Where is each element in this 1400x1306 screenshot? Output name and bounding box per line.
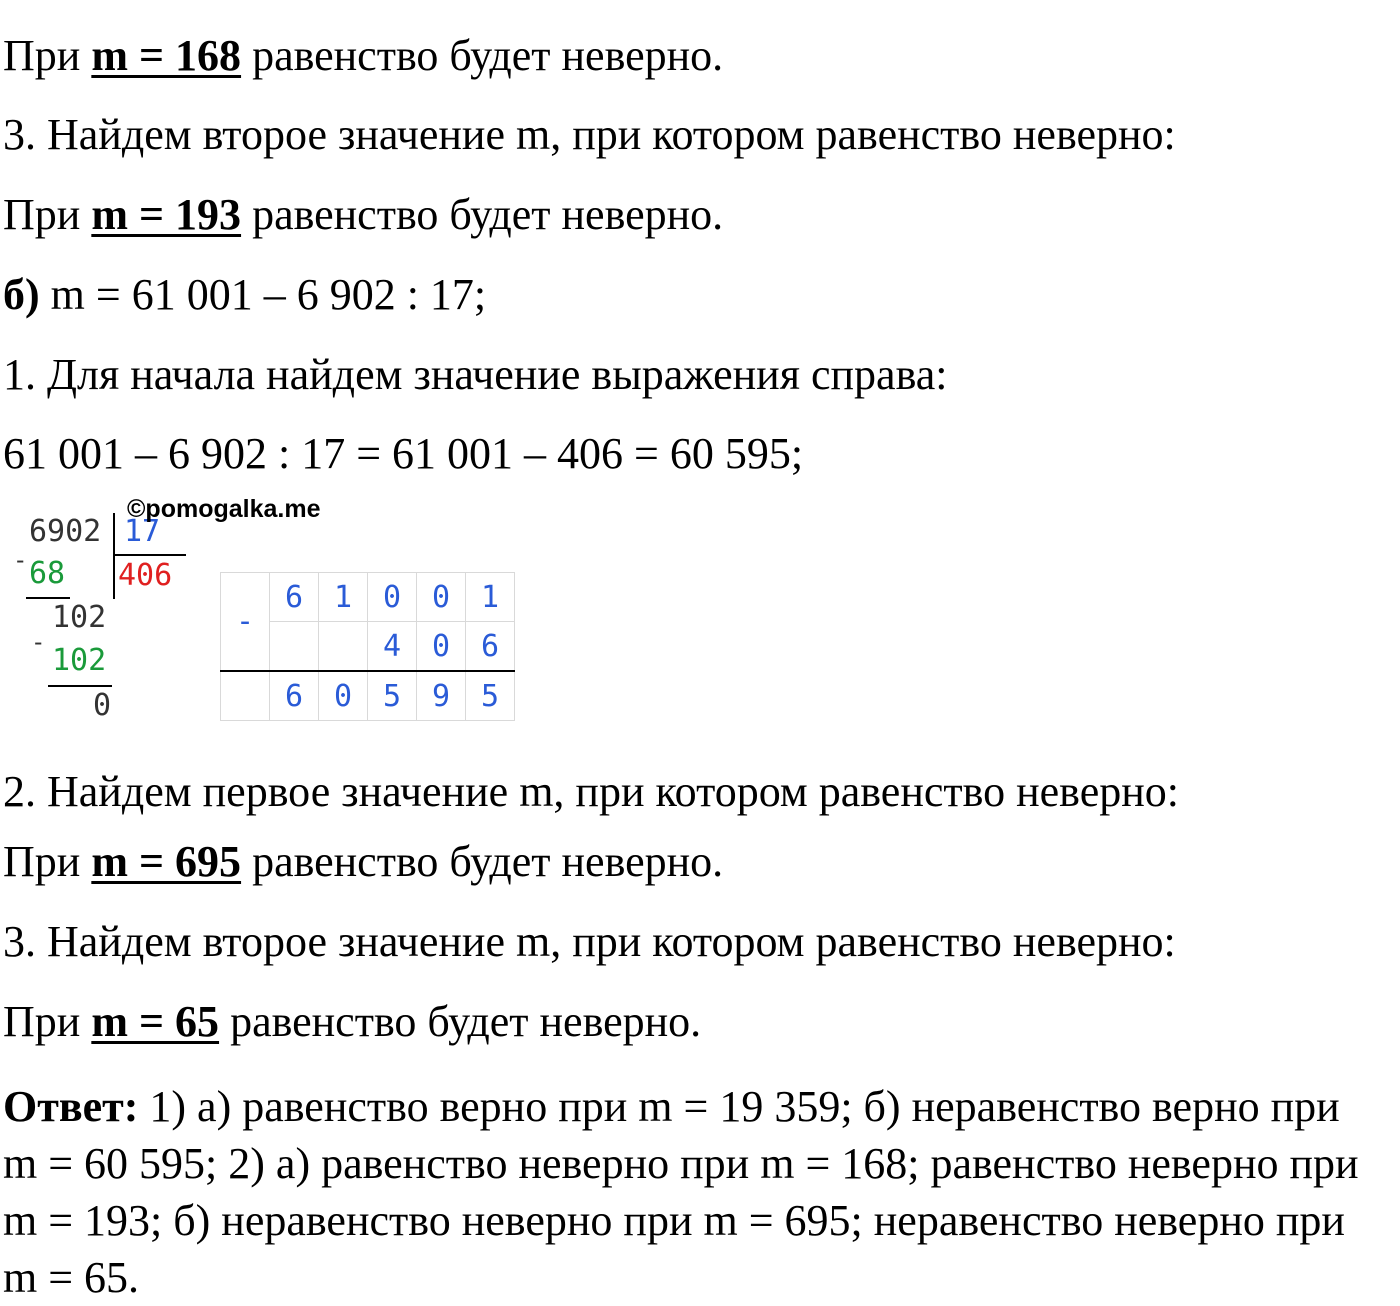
answer-line-3: m = 193; б) неравенство неверно при m = 695; неравенство неверно при bbox=[3, 1196, 1345, 1245]
divisor: 17 bbox=[124, 514, 161, 549]
grid-cell: 1 bbox=[466, 573, 515, 622]
minus-sign: - bbox=[13, 546, 28, 574]
calculation-line: 61 001 – 6 902 : 17 = 61 001 – 406 = 60 595; bbox=[3, 429, 804, 478]
answer-line-4: m = 65. bbox=[3, 1253, 140, 1302]
part-b-label: б) bbox=[3, 270, 40, 319]
value-m695: m = 695 bbox=[91, 837, 242, 886]
remainder: 0 bbox=[93, 688, 112, 723]
minus-sign: - bbox=[31, 628, 46, 656]
step1-heading: 1. Для начала найдем значение выражения справа: bbox=[3, 350, 948, 399]
grid-cell: 5 bbox=[466, 671, 515, 721]
grid-cell: 9 bbox=[417, 671, 466, 721]
line-suffix: равенство будет неверно. bbox=[241, 190, 724, 239]
grid-row-minuend bbox=[221, 573, 515, 622]
division-bar-horizontal bbox=[114, 554, 186, 556]
division-bar-vertical bbox=[113, 513, 115, 599]
value-m193: m = 193 bbox=[91, 190, 242, 239]
line-prefix: При bbox=[3, 31, 92, 80]
answer-label: Ответ: bbox=[3, 1082, 139, 1131]
line-suffix: равенство будет неверно. bbox=[241, 31, 724, 80]
answer-text: 1) а) равенство верно при m = 19 359; б) неравенство верно при bbox=[138, 1082, 1340, 1131]
answer-block bbox=[3, 1078, 1400, 1306]
watermark: ©pomogalka.me bbox=[127, 495, 321, 523]
dividend: 6902 bbox=[29, 514, 102, 549]
grid-cell bbox=[319, 622, 368, 672]
grid-cell: 4 bbox=[368, 622, 417, 672]
grid-cell-empty bbox=[221, 671, 270, 721]
grid-cell: 6 bbox=[466, 622, 515, 672]
grid-cell: 0 bbox=[417, 622, 466, 672]
value-m65: m = 65 bbox=[91, 997, 220, 1046]
grid-cell: 0 bbox=[319, 671, 368, 721]
grid-cell: 5 bbox=[368, 671, 417, 721]
line-prefix: При bbox=[3, 190, 92, 239]
grid-cell: 0 bbox=[417, 573, 466, 622]
quotient: 406 bbox=[118, 558, 173, 593]
step3-heading-a: 3. Найдем второе значение m, при котором равенство неверно: bbox=[3, 110, 1176, 159]
line-prefix: При bbox=[3, 997, 92, 1046]
partial-remainder: 102 bbox=[52, 600, 107, 635]
grid-cell: 0 bbox=[368, 573, 417, 622]
grid-row-result bbox=[221, 671, 515, 721]
part-b-equation bbox=[3, 270, 486, 320]
line-suffix: равенство будет неверно. bbox=[219, 997, 702, 1046]
answer-line-1 bbox=[3, 1078, 1400, 1135]
text-line-m193 bbox=[3, 190, 723, 240]
line-prefix: При bbox=[3, 837, 92, 886]
part-b-expression: m = 61 001 – 6 902 : 17; bbox=[39, 270, 487, 319]
grid-cell: 6 bbox=[270, 671, 319, 721]
line-suffix: равенство будет неверно. bbox=[241, 837, 724, 886]
grid-cell: 6 bbox=[270, 573, 319, 622]
long-division bbox=[0, 495, 200, 730]
text-line-m65 bbox=[3, 997, 701, 1047]
grid-cell bbox=[270, 622, 319, 672]
division-underline-1 bbox=[26, 597, 70, 599]
answer-line-2: m = 60 595; 2) а) равенство неверно при m = 168; равенство неверно при bbox=[3, 1139, 1359, 1188]
grid-minus-sign: - bbox=[221, 573, 270, 672]
text-line-m168 bbox=[3, 31, 723, 81]
division-underline-2 bbox=[48, 685, 112, 687]
value-m168: m = 168 bbox=[91, 31, 242, 80]
step2-heading: 2. Найдем первое значение m, при котором равенство неверно: bbox=[3, 767, 1179, 816]
text-line-m695 bbox=[3, 837, 723, 887]
step3-heading-b: 3. Найдем второе значение m, при котором равенство неверно: bbox=[3, 917, 1176, 966]
subtrahend-1: 68 bbox=[29, 556, 66, 591]
subtraction-grid bbox=[220, 572, 515, 721]
subtrahend-2: 102 bbox=[52, 643, 107, 678]
grid-cell: 1 bbox=[319, 573, 368, 622]
